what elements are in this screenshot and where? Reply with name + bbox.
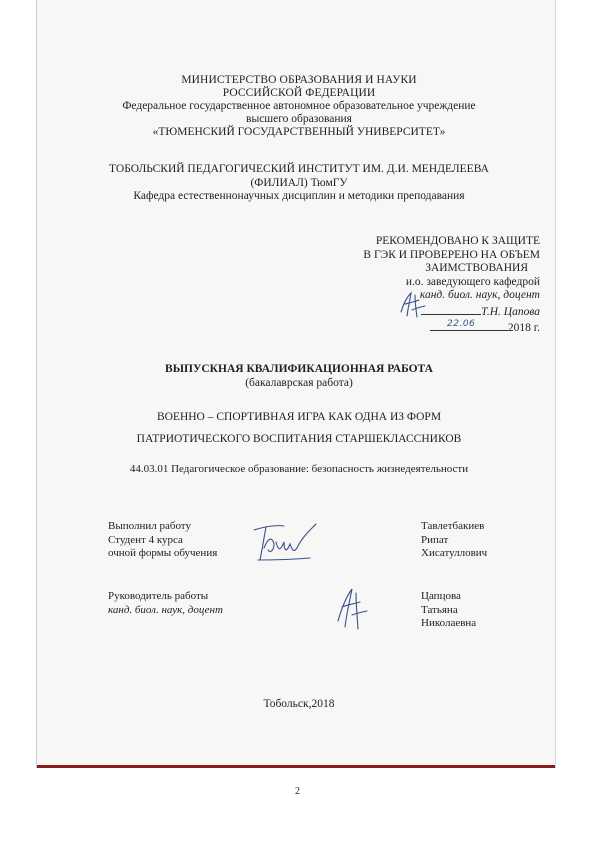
- supervisor-name: [421, 590, 541, 631]
- institute-line-2: (ФИЛИАЛ) ТюмГУ: [250, 176, 348, 189]
- page-number: 2: [295, 786, 300, 797]
- head-signature-icon: [395, 290, 429, 320]
- thesis-type: ВЫПУСКНАЯ КВАЛИФИКАЦИОННАЯ РАБОТА: [165, 363, 433, 375]
- federal-line-2: высшего образования: [246, 113, 352, 125]
- student-patronymic: Хисатуллович: [421, 547, 488, 559]
- head-role: и.о. заведующего кафедрой: [405, 275, 540, 288]
- student-name: [421, 520, 541, 561]
- year-text: 2018 г.: [507, 322, 540, 334]
- recommendation-line-2: В ГЭК И ПРОВЕРЕНО НА ОБЪЕМ: [363, 248, 540, 261]
- head-degree: канд. биол. наук, доцент: [419, 289, 540, 301]
- thesis-topic: [40, 406, 558, 450]
- head-name: Т.Н. Цапова: [481, 305, 540, 318]
- specialty: 44.03.01 Педагогическое образование: безопасность жизнедеятельности: [129, 463, 469, 475]
- department-name: Кафедра естественнонаучных дисциплин и методики преподавания: [133, 190, 465, 202]
- recommendation-block: [325, 235, 540, 336]
- recommendation-line-3: ЗАИМСТВОВАНИЯ: [425, 262, 528, 274]
- supervisor-first-name: Татьяна: [421, 603, 458, 616]
- student-label-1: Выполнил работу: [108, 520, 191, 532]
- student-first-name: Рипат: [421, 533, 449, 546]
- ministry-header: [40, 74, 558, 139]
- student-label-3: очной формы обучения: [108, 547, 218, 559]
- institute-line-1: ТОБОЛЬСКИЙ ПЕДАГОГИЧЕСКИЙ ИНСТИТУТ ИМ. Д.И. МЕНДЕЛЕЕВА: [109, 163, 489, 175]
- supervisor-surname: Цапцова: [421, 590, 461, 602]
- supervisor-degree: канд. биол. наук, доцент: [108, 603, 223, 616]
- ministry-line-1: МИНИСТЕРСТВО ОБРАЗОВАНИЯ И НАУКИ: [181, 74, 417, 86]
- student-signature-icon: [250, 520, 320, 564]
- head-signature-line: [325, 303, 540, 320]
- federal-line-1: Федеральное государственное автономное образовательное учреждение: [122, 100, 476, 112]
- student-surname: Тавлетбакиев: [421, 520, 485, 532]
- date-line: [325, 319, 540, 336]
- city-year: Тобольск,2018: [263, 698, 335, 710]
- handwritten-date: 22.06: [447, 319, 476, 329]
- student-labels: [108, 520, 268, 561]
- university-name: «ТЮМЕНСКИЙ ГОСУДАРСТВЕННЫЙ УНИВЕРСИТЕТ»: [152, 126, 446, 138]
- thesis-subtype: (бакалаврская работа): [245, 376, 353, 389]
- student-label-2: Студент 4 курса: [108, 533, 183, 546]
- supervisor-signature-icon: [330, 585, 370, 633]
- supervisor-label-1: Руководитель работы: [108, 590, 209, 602]
- page-edge-strip: [37, 765, 555, 768]
- supervisor-patronymic: Николаевна: [421, 617, 477, 629]
- institute-block: [40, 163, 558, 204]
- topic-line-1: ВОЕННО – СПОРТИВНАЯ ИГРА КАК ОДНА ИЗ ФОРМ: [156, 411, 442, 423]
- signature-underline: [421, 303, 481, 315]
- supervisor-labels: [108, 590, 278, 617]
- recommendation-line-1: РЕКОМЕНДОВАНО К ЗАЩИТЕ: [375, 235, 540, 247]
- ministry-line-2: РОССИЙСКОЙ ФЕДЕРАЦИИ: [222, 87, 376, 99]
- topic-line-2: ПАТРИОТИЧЕСКОГО ВОСПИТАНИЯ СТАРШЕКЛАССНИКОВ: [136, 433, 462, 445]
- thesis-heading: [40, 363, 558, 390]
